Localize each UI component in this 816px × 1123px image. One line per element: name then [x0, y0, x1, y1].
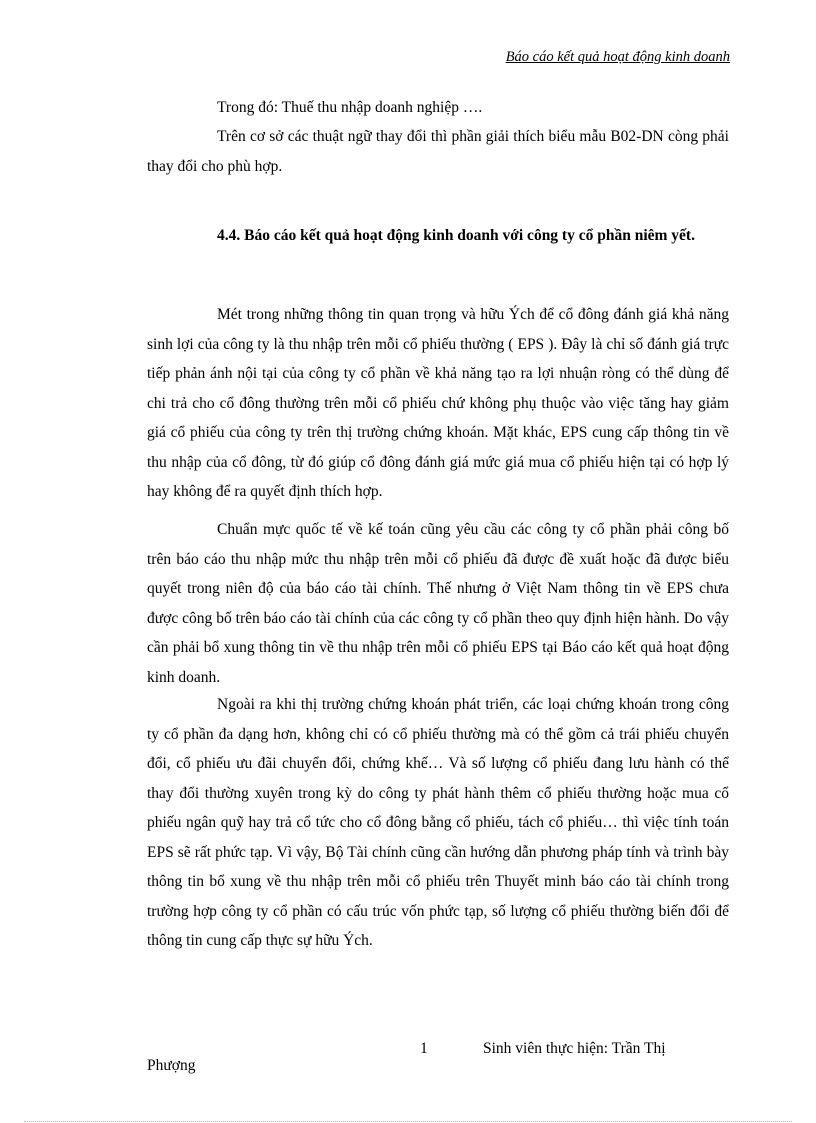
paragraph-securities-market: Ngoài ra khi thị trường chứng khoán phát triển, các loại chứng khoán trong công ty cổ phần đa dạng hơn, không chỉ có cổ phiếu thường mà có thể gồm cả trái phiếu chuyển đổi, cổ phiếu ưu đãi chuyển đổi, chứng khế… Và số lượng cổ phiếu đang lưu hành có thể thay đổi thường xuyên trong kỳ do công ty phát hành thêm cổ phiếu thường hoặc mua cổ phiếu ngân quỹ hay trả cổ tức cho cổ đông bằng cổ phiếu, tách cổ phiếu… thì việc tính toán EPS sẽ rất phức tạp. Vì vậy, Bộ Tài chính cũng cần hướng dẫn phương pháp tính và trình bày thông tin bổ xung về thu nhập trên mỗi cổ phiếu trên Thuyết minh báo cáo tài chính trong trường hợp công ty cổ phần có cấu trúc vốn phức tạp, số lượng cổ phiếu thường biến đổi để thông tin cung cấp thực sự hữu Ých. [147, 696, 729, 949]
footer-author-name: Phượng [147, 1057, 196, 1074]
page-number: 1 [420, 1040, 428, 1057]
paragraph-eps-intro: Mét trong những thông tin quan trọng và hữu Ých để cổ đông đánh giá khả năng sinh lợi của công ty là thu nhập trên mỗi cổ phiếu thường ( EPS ). Đây là chỉ số đánh giá trực tiếp phản ánh nội tại của công ty cổ phần về khả năng tạo ra lợi nhuận ròng có thể dùng để chi trả cho cổ đông thường trên mỗi cổ phiếu chứ không phụ thuộc vào việc tăng hay giảm giá cổ phiếu của công ty trên thị trường chứng khoán. Mặt khác, EPS cung cấp thông tin về thu nhập của cổ đông, từ đó giúp cổ đông đánh giá mức giá mua cổ phiếu hiện tại có hợp lý hay không để ra quyết định thích hợp. [147, 306, 729, 500]
paragraph-tax-note: Trong đó: Thuế thu nhập doanh nghiệp …. [217, 99, 483, 116]
paragraph-international-standards: Chuẩn mực quốc tế về kế toán cũng yêu cầu các công ty cổ phần phải công bố trên báo cáo thu nhập mức thu nhập trên mỗi cổ phiếu đã được đề xuất hoặc đã được biểu quyết trong niên độ của báo cáo tài chính. Thế nhưng ở Việt Nam thông tin về EPS chưa được công bố trên báo cáo tài chính của các công ty cổ phần theo quy định hiện hành. Do vậy cần phải bổ xung thông tin về thu nhập trên mỗi cổ phiếu EPS tại Báo cáo kết quả hoạt động kinh doanh. [147, 521, 729, 686]
footer-author-label: Sinh viên thực hiện: Trần Thị [483, 1040, 666, 1057]
section-heading: 4.4. Báo cáo kết quả hoạt động kinh doanh với công ty cổ phần niêm yết. [217, 227, 695, 244]
page-bottom-border [24, 1121, 792, 1122]
paragraph-terminology: Trên cơ sở các thuật ngữ thay đổi thì phần giải thích biểu mẫu B02-DN còng phải thay đổi cho phù hợp. [147, 128, 729, 175]
running-header: Báo cáo kết quả hoạt động kinh doanh [505, 49, 730, 65]
